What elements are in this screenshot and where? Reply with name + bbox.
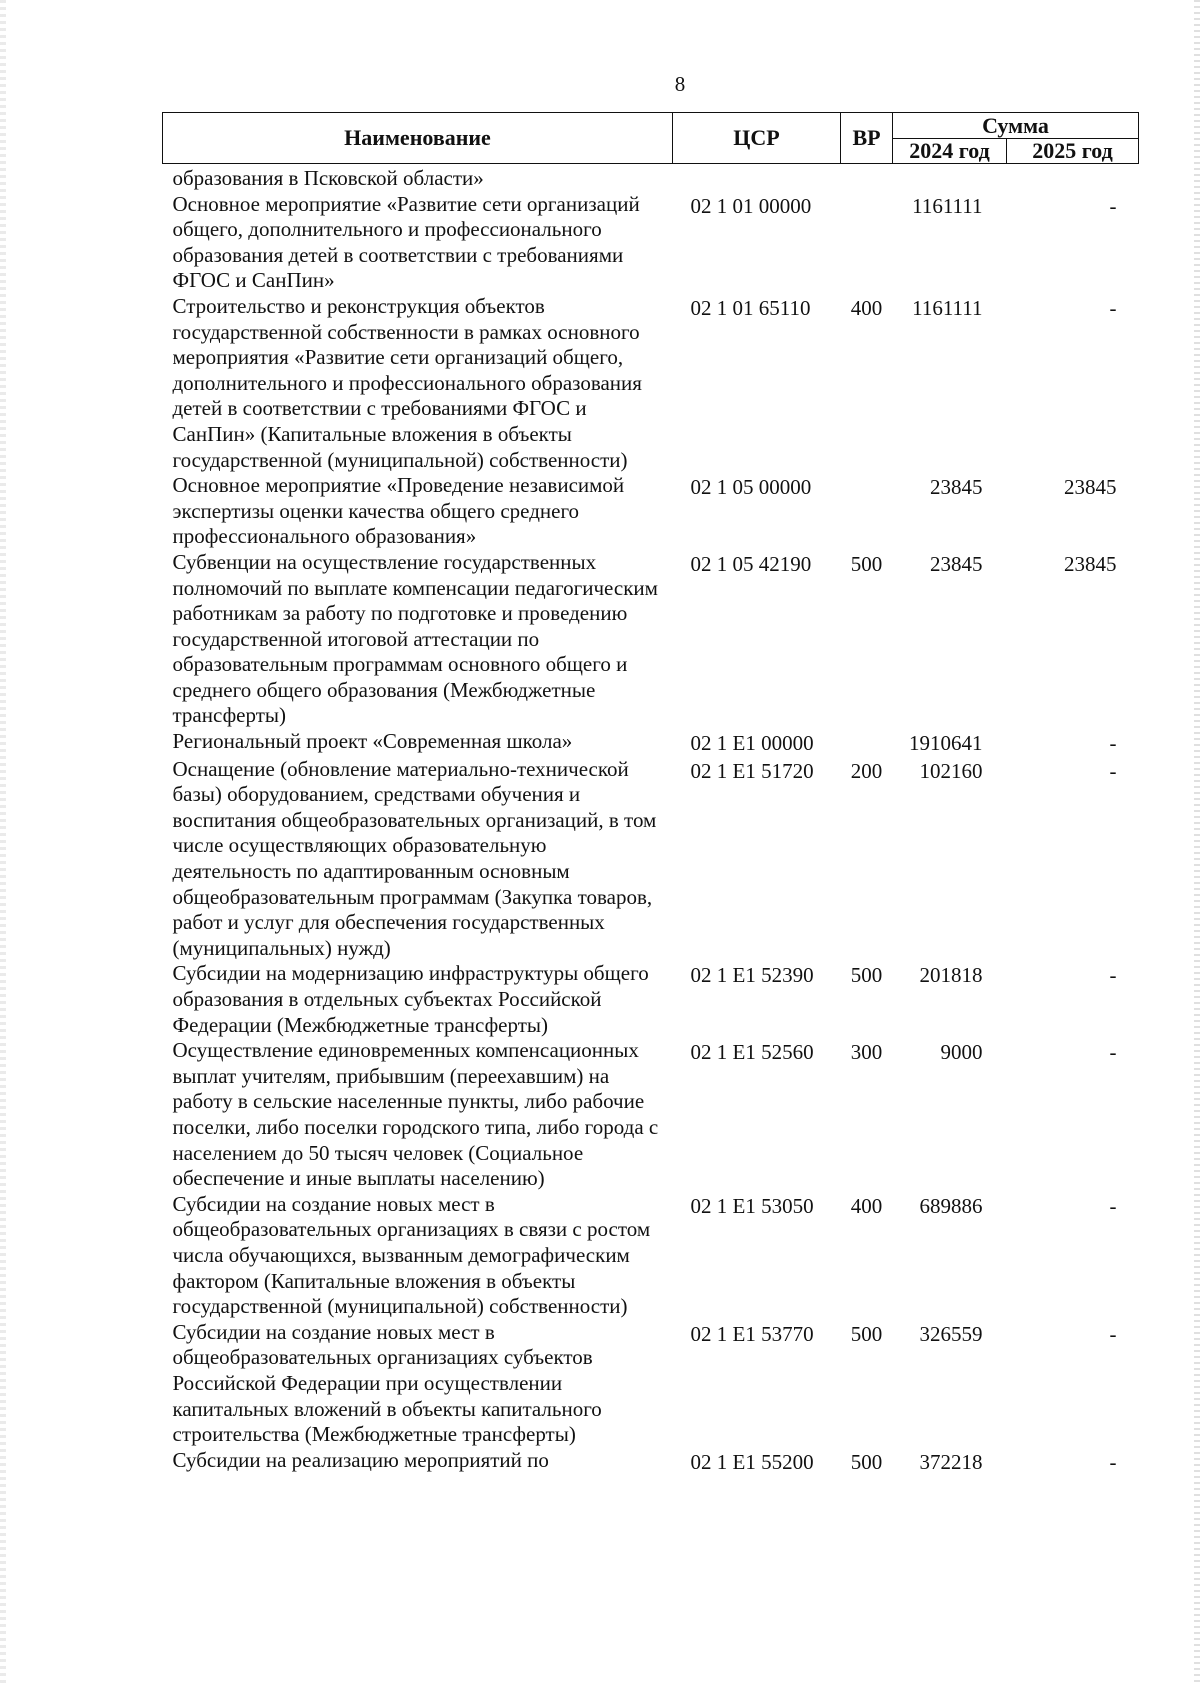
- row-name: Строительство и реконструкция объектов государственной собственности в рамках основного мероприятия «Развитие сети организаций общего, дополнительного и профессионального образования детей в соответствии с требованиями ФГОС и СанПин» (Капитальные вложения в объекты государственной (муниципальной) собственности): [172, 293, 642, 472]
- row-amount-2025: -: [1109, 1449, 1117, 1474]
- row-vr: 200: [850, 758, 883, 783]
- row-vr: 300: [850, 1040, 883, 1065]
- row-csr: 02 1 E1 52560: [690, 1040, 814, 1065]
- row-amount-2025: [1007, 164, 1139, 192]
- header-sum: Сумма: [893, 113, 1139, 139]
- header-year-2024: 2024 год: [893, 139, 1007, 164]
- row-amount-2024: 1161111: [912, 193, 983, 218]
- row-csr: 02 1 E1 53770: [690, 1321, 814, 1346]
- row-vr: [841, 473, 893, 550]
- table-row: [163, 1038, 1139, 1192]
- row-csr: [673, 164, 841, 192]
- row-amount-2024: 201818: [919, 963, 983, 988]
- row-amount-2025: 23845: [1064, 551, 1117, 576]
- scan-edge-right: [1194, 0, 1200, 1686]
- table-row: [163, 1192, 1139, 1320]
- row-name: Субвенции на осуществление государственных полномочий по выплате компенсации педагогическим работникам за работу по подготовке и проведению государственной итоговой аттестации по образовательным программам основного общего и среднего общего образования (Межбюджетные трансферты): [172, 549, 658, 728]
- scan-edge-left: [0, 0, 6, 1686]
- row-amount-2025: -: [1109, 1040, 1117, 1065]
- row-amount-2024: 1910641: [909, 731, 983, 756]
- table-row: [163, 550, 1139, 729]
- header-csr: ЦСР: [673, 113, 841, 164]
- table-row: [163, 961, 1139, 1038]
- page-number: 8: [674, 72, 686, 96]
- table-body: [163, 164, 1139, 1476]
- row-name: Субсидии на создание новых мест в общеобразовательных организациях субъектов Российской Федерации при осуществлении капитальных вложений в объекты капитального строительства (Межбюджетные трансферты): [172, 1319, 602, 1447]
- row-csr: 02 1 05 42190: [690, 551, 812, 576]
- row-vr: 400: [850, 295, 883, 320]
- row-name: Основное мероприятие «Развитие сети организаций общего, дополнительного и профессионального образования детей в соответствии с требованиями ФГОС и СанПин»: [172, 191, 640, 293]
- row-vr: 500: [850, 963, 883, 988]
- row-amount-2024: 23845: [930, 475, 983, 500]
- row-name: Субсидии на модернизацию инфраструктуры общего образования в отдельных субъектах Российской Федерации (Межбюджетные трансферты): [172, 961, 649, 1037]
- row-amount-2025: -: [1109, 963, 1117, 988]
- row-vr: [841, 729, 893, 757]
- budget-table: [162, 112, 1139, 1475]
- row-csr: 02 1 E1 52390: [690, 963, 814, 988]
- row-amount-2024: 9000: [940, 1040, 983, 1065]
- table-row: [163, 729, 1139, 757]
- row-amount-2025: -: [1109, 731, 1117, 756]
- row-amount-2024: 1161111: [912, 295, 983, 320]
- row-vr: 500: [850, 551, 883, 576]
- table-row: [163, 294, 1139, 473]
- row-amount-2024: 326559: [919, 1321, 983, 1346]
- table-row: [163, 164, 1139, 192]
- row-vr: [841, 192, 893, 294]
- row-name: Оснащение (обновление материально-технической базы) оборудованием, средствами обучения и воспитания общеобразовательных организаций, в том числе осуществляющих образовательную деятельность по адаптированным основным общеобразовательным программам (Закупка товаров, работ и услуг для обеспечения государственных (муниципальных) нужд): [172, 756, 657, 960]
- row-name: Субсидии на реализацию мероприятий по: [172, 1447, 549, 1472]
- row-amount-2025: -: [1109, 1321, 1117, 1346]
- row-vr: 400: [850, 1193, 883, 1218]
- row-name: Региональный проект «Современная школа»: [172, 729, 573, 754]
- row-amount-2024: 102160: [919, 758, 983, 783]
- row-vr: 500: [850, 1449, 883, 1474]
- row-csr: 02 1 E1 55200: [690, 1449, 814, 1474]
- row-csr: 02 1 01 65110: [690, 295, 811, 320]
- row-amount-2024: 689886: [919, 1193, 983, 1218]
- row-name: образования в Псковской области»: [172, 166, 484, 190]
- table-header: [163, 113, 1139, 164]
- row-amount-2025: -: [1109, 1193, 1117, 1218]
- table-row: [163, 192, 1139, 294]
- row-amount-2024: [893, 164, 1007, 192]
- row-vr: [841, 164, 893, 192]
- row-csr: 02 1 E1 51720: [690, 758, 814, 783]
- row-csr: 02 1 05 00000: [690, 475, 812, 500]
- row-amount-2024: 23845: [930, 551, 983, 576]
- table-row: [163, 757, 1139, 962]
- row-amount-2024: 372218: [919, 1449, 983, 1474]
- row-amount-2025: -: [1109, 758, 1117, 783]
- row-amount-2025: 23845: [1064, 475, 1117, 500]
- row-csr: 02 1 E1 53050: [690, 1193, 814, 1218]
- row-name: Субсидии на создание новых мест в общеобразовательных организациях в связи с ростом числа обучающихся, вызванным демографическим фактором (Капитальные вложения в объекты государственной (муниципальной) собственности): [172, 1191, 651, 1319]
- table-row: [163, 1448, 1139, 1476]
- row-csr: 02 1 01 00000: [690, 193, 812, 218]
- header-name: Наименование: [163, 113, 673, 164]
- header-year-2025: 2025 год: [1007, 139, 1139, 164]
- table-row: [163, 473, 1139, 550]
- table-row: [163, 1320, 1139, 1448]
- row-vr: 500: [850, 1321, 883, 1346]
- row-amount-2025: -: [1109, 295, 1117, 320]
- row-name: Осуществление единовременных компенсационных выплат учителям, прибывшим (переехавшим) на работу в сельские населенные пункты, либо рабочие поселки, либо поселки городского типа, либо города с населением до 50 тысяч человек (Социальное обеспечение и иные выплаты населению): [172, 1038, 659, 1191]
- row-name: Основное мероприятие «Проведение независимой экспертизы оценки качества общего среднего профессионального образования»: [172, 473, 625, 549]
- budget-table-container: [162, 112, 1138, 1475]
- row-csr: 02 1 E1 00000: [690, 731, 814, 756]
- row-amount-2025: -: [1109, 193, 1117, 218]
- header-vr: ВР: [841, 113, 893, 164]
